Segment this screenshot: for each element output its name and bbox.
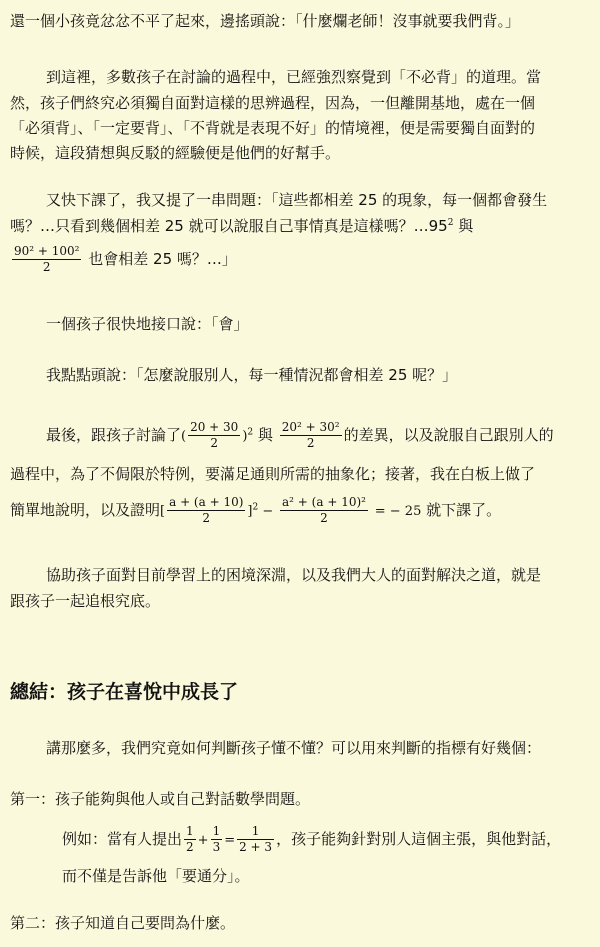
paragraph-line <box>46 415 600 457</box>
math-paren: )$^2$ <box>242 427 254 444</box>
fraction-denominator: 2 + 3 <box>239 840 273 854</box>
paragraph-line: 「必須背」、「一定要背」、「不背就是表現不好」的情境裡，便是需要獨自面對的 <box>10 119 536 137</box>
fraction-numerator: 1 <box>186 824 194 838</box>
paragraph-line: 跟孩子一起追根究底。 <box>10 592 161 610</box>
fraction-denominator: 2 <box>320 511 328 525</box>
math-fraction <box>237 824 274 855</box>
math-fraction <box>12 244 81 275</box>
paragraph-line: 還一個小孩竟忿忿不平了起來，邊搖頭說：「什麼爛老師！沒事就要我們背。」 <box>10 12 521 30</box>
math-paren: ( <box>181 429 187 444</box>
math-fraction <box>184 824 196 855</box>
paragraph-line <box>10 490 600 532</box>
math-bracket: [ <box>160 504 166 519</box>
paragraph-line: 時候，這段猜想與反駁的經驗便是他們的好幫手。 <box>10 144 341 162</box>
fraction-denominator: 2 <box>202 511 211 525</box>
paragraph-text: 與 <box>257 426 273 444</box>
paragraph-line <box>10 240 600 278</box>
paragraph-line: 到這裡，多數孩子在討論的過程中，已經強烈察覺到「不必背」的道理。當 <box>46 68 542 86</box>
paragraph-line: 過程中，為了不侷限於特例，要滿足通則所需的抽象化；接著，我在白板上做了 <box>10 465 536 483</box>
list-item: 第二：孩子知道自己要問為什麼。 <box>10 914 236 932</box>
fraction-numerator: 1 <box>212 824 221 838</box>
math-fraction <box>211 824 223 855</box>
list-item: 第一：孩子能夠與他人或自己對話數學問題。 <box>10 790 311 808</box>
paragraph-text: 簡單地說明，以及證明 <box>10 501 161 519</box>
paragraph-line <box>10 216 600 236</box>
paragraph-line: 講那麼多，我們究竟如何判斷孩子懂不懂？可以用來判斷的指標有好幾個： <box>46 739 542 757</box>
math-fraction <box>280 420 342 451</box>
fraction-numerator: a + (a + 10) <box>169 495 244 509</box>
math-operator: = <box>224 833 236 848</box>
fraction-denominator: 3 <box>212 840 221 854</box>
math-fraction <box>167 495 245 526</box>
paragraph-line: 又快下課了，我又提了一串問題：「這些都相差 25 的現象，每一個都會發生 <box>46 191 548 209</box>
paragraph-line: 協助孩子面對目前學習上的困境深淵，以及我們大人的面對解決之道，就是 <box>46 566 542 584</box>
fraction-denominator: 2 <box>306 436 315 450</box>
math-bracket: ]$^2$ − <box>247 502 274 519</box>
paragraph-line: 我點點頭說：「怎麼說服別人，每一種情況都會相差 25 呢？」 <box>46 366 458 384</box>
math-fraction <box>280 495 368 526</box>
paragraph-line: 然，孩子們終究必須獨自面對這樣的思辨過程，因為，一但離開基地，處在一個 <box>10 94 536 112</box>
paragraph-text: 最後，跟孩子討論了 <box>46 426 182 444</box>
fraction-denominator: 2 <box>210 436 219 450</box>
paragraph-text: 嗎？…只看到幾個相差 25 就可以說服自己事情真是這樣嗎？…95 <box>10 217 448 235</box>
superscript: 2 <box>447 218 454 228</box>
paragraph-text: 也會相差 25 嗎？…」 <box>83 250 237 268</box>
fraction-numerator: 20² + 30² <box>281 420 340 434</box>
fraction-denominator: 2 <box>42 260 51 274</box>
paragraph-text: 例如：當有人提出 <box>62 830 183 848</box>
fraction-numerator: a² + (a + 10)² <box>282 495 366 509</box>
paragraph-text: 的差異，以及說服自己跟別人的 <box>343 426 554 444</box>
fraction-numerator: 20 + 30 <box>190 420 239 434</box>
math-operator: + <box>197 833 209 848</box>
paragraph-text: 就下課了。 <box>421 501 502 519</box>
section-heading: 總結：孩子在喜悅中成長了 <box>10 681 239 703</box>
paragraph-text: ，孩子能夠針對別人這個主張，與他對話， <box>276 830 562 848</box>
fraction-numerator: 90² + 100² <box>14 244 80 258</box>
math-result: = − 25 <box>374 504 422 519</box>
paragraph-line: 一個孩子很快地接口說：「會」 <box>46 315 249 333</box>
fraction-denominator: 2 <box>186 840 194 854</box>
list-item-example: 而不僅是告訴他「要通分」。 <box>62 867 250 885</box>
paragraph-text: 與 <box>453 217 474 235</box>
fraction-numerator: 1 <box>237 824 274 840</box>
list-item-example <box>62 819 600 861</box>
math-fraction <box>188 420 240 451</box>
